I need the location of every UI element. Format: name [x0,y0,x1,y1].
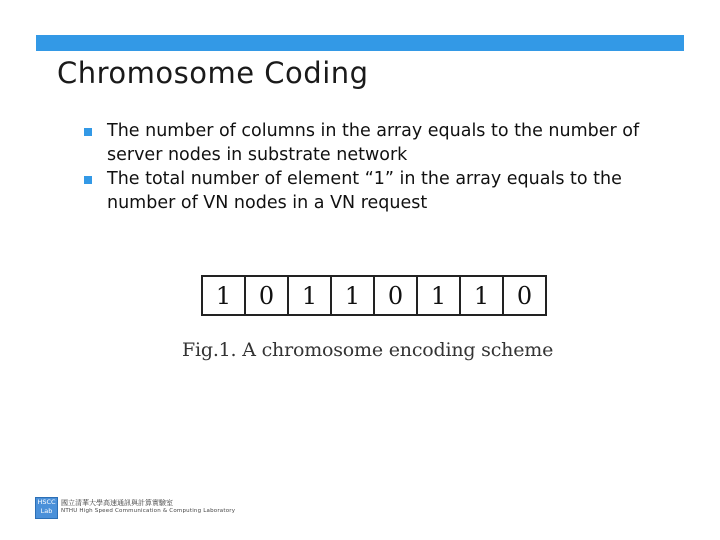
gene-cell: 1 [288,276,331,315]
bullet-text: The total number of element “1” in the array equals to the number of VN nodes in a VN request [107,169,622,213]
chromosome-row [202,276,546,315]
gene-cell: 0 [374,276,417,315]
gene-cell: 0 [503,276,546,315]
gene-cell: 1 [331,276,374,315]
gene-cell: 0 [245,276,288,315]
footer-lab-name-cn: 國立清華大學高速通訊與計算實驗室 [61,499,173,507]
bullet-item [84,119,664,167]
footer-lab-name-en: NTHU High Speed Communication & Computing Laboratory [61,508,236,514]
lab-logo-icon: HSCC Lab [35,497,58,519]
bullet-list [84,119,664,215]
top-accent-bar [36,35,684,51]
gene-cell: 1 [460,276,503,315]
figure-caption: Fig.1. A chromosome encoding scheme [182,339,554,361]
square-bullet-icon [84,176,92,184]
bullet-text: The number of columns in the array equals to the number of server nodes in substrate network [107,121,640,165]
gene-cell: 1 [417,276,460,315]
square-bullet-icon [84,128,92,136]
chromosome-array [201,275,547,316]
slide-title: Chromosome Coding [57,56,369,90]
gene-cell: 1 [202,276,245,315]
bullet-item [84,167,664,215]
